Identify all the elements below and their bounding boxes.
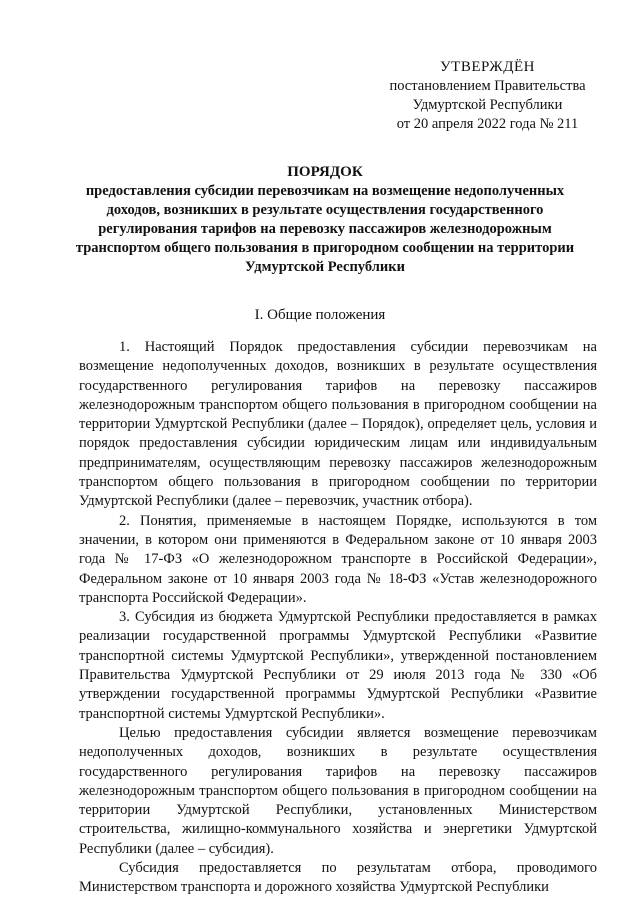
paragraph-3: 3. Субсидия из бюджета Удмуртской Республики предоставляется в рамках реализации государственной программы Удмуртской Республики «Развитие транспортной системы Удмуртской Республики», утвержденной постановлением Правительства Удмуртской Республики от 29 июля 2013 года № 330 «Об утверждении государственной программы Удмуртской Республики «Развитие транспортной системы Удмуртской Республики».	[79, 609, 597, 722]
document-title-block	[60, 162, 590, 277]
document-title: ПОРЯДОК	[287, 164, 363, 180]
document-subtitle: предоставления субсидии перевозчикам на возмещение недополученных доходов, возникших в результате осуществления государственного регулирования тарифов на перевозку пассажиров железнодорожным транспортом общего пользования в пригородном сообщении на территории Удмуртской Республики	[75, 183, 575, 275]
paragraph-2: 2. Понятия, применяемые в настоящем Порядке, используются в том значении, в котором они применяются в Федеральном законе от 10 января 2003 года № 17-ФЗ «О железнодорожном транспорте в Российской Федерации», Федеральном законе от 10 января 2003 года № 18-ФЗ «Устав железнодорожного транспорта Российской Федерации».	[79, 512, 597, 606]
paragraph-1: 1. Настоящий Порядок предоставления субсидии перевозчикам на возмещение недополученных доходов, возникших в результате осуществления государственного регулирования тарифов на перевозку пассажиров железнодорожным транспортом общего пользования в пригородном сообщении на территории Удмуртской Республики (далее – Порядок), определяет цель, условия и порядок предоставления субсидии юридическим лицам или индивидуальным предпринимателям, осуществляющим перевозку пассажиров железнодорожным транспортом общего пользования в пригородном сообщении по территории Удмуртской Республики (далее – перевозчик, участник отбора).	[79, 339, 597, 510]
paragraph-4: Целью предоставления субсидии является возмещение перевозчикам недополученных доходов, возникших в результате осуществления государственного регулирования тарифов на перевозку пассажиров железнодорожным транспортом общего пользования в пригородном сообщении на территории Удмуртской Республики, установленных Министерством строительства, жилищно-коммунального хозяйства и энергетики Удмуртской Республики (далее – субсидия).	[79, 724, 597, 857]
approval-stamp	[360, 58, 615, 134]
approval-heading: УТВЕРЖДЁН	[440, 59, 535, 75]
approval-line-1: постановлением Правительства	[389, 78, 586, 94]
document-body	[79, 338, 597, 898]
paragraph-5: Субсидия предоставляется по результатам отбора, проводимого Министерством транспорта и дорожного хозяйства Удмуртской Республики	[79, 860, 597, 896]
section-heading: I. Общие положения	[254, 307, 386, 323]
approval-line-2: Удмуртской Республики	[412, 97, 563, 113]
approval-line-3: от 20 апреля 2022 года № 211	[396, 116, 579, 132]
